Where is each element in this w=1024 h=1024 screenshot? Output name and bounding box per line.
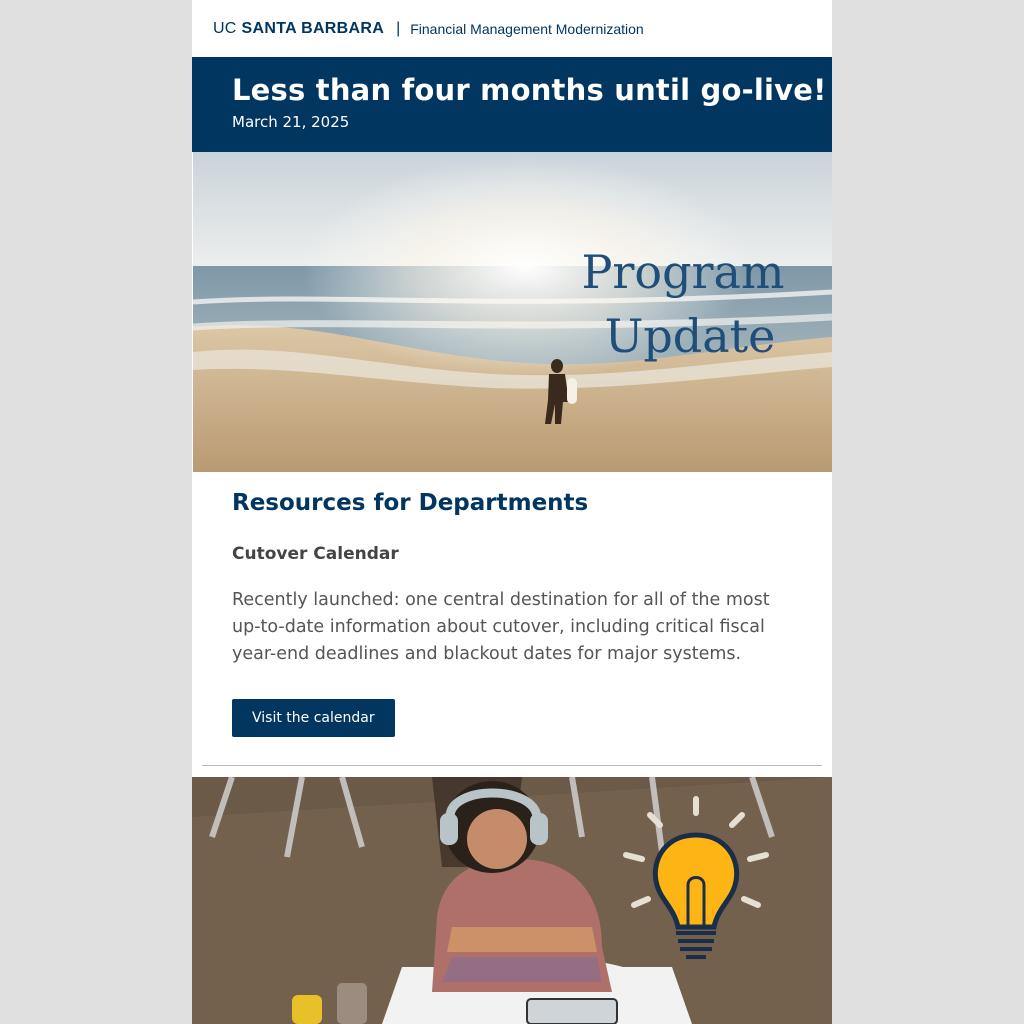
banner-title: Less than four months until go-live!: [232, 73, 827, 107]
logo-separator: |: [396, 19, 401, 37]
section-divider: [202, 765, 822, 766]
hero-banner: [192, 57, 832, 152]
logo-uc-text: UC: [213, 19, 237, 37]
beach-hero-image: [193, 152, 832, 472]
hero-overlay-line1: Program: [581, 245, 785, 299]
section-title: Resources for Departments: [232, 490, 589, 516]
visit-calendar-button[interactable]: Visit the calendar: [232, 699, 395, 737]
logo-santa-barbara-text: SANTA BARBARA: [241, 19, 385, 37]
student-studying-image: [192, 777, 832, 1024]
logo-subtitle: Financial Management Modernization: [410, 20, 644, 37]
banner-date: March 21, 2025: [232, 113, 350, 131]
section-body: Recently launched: one central destination for all of the most up-to-date information about cutover, including critical fiscal year-end deadlines and blackout dates for major systems.: [232, 590, 770, 664]
header-logo[interactable]: [192, 0, 832, 57]
section-subtitle: Cutover Calendar: [232, 544, 399, 564]
resources-section: [192, 472, 832, 737]
email-container: [192, 0, 832, 1024]
hero-overlay-line2: Update: [604, 309, 776, 363]
